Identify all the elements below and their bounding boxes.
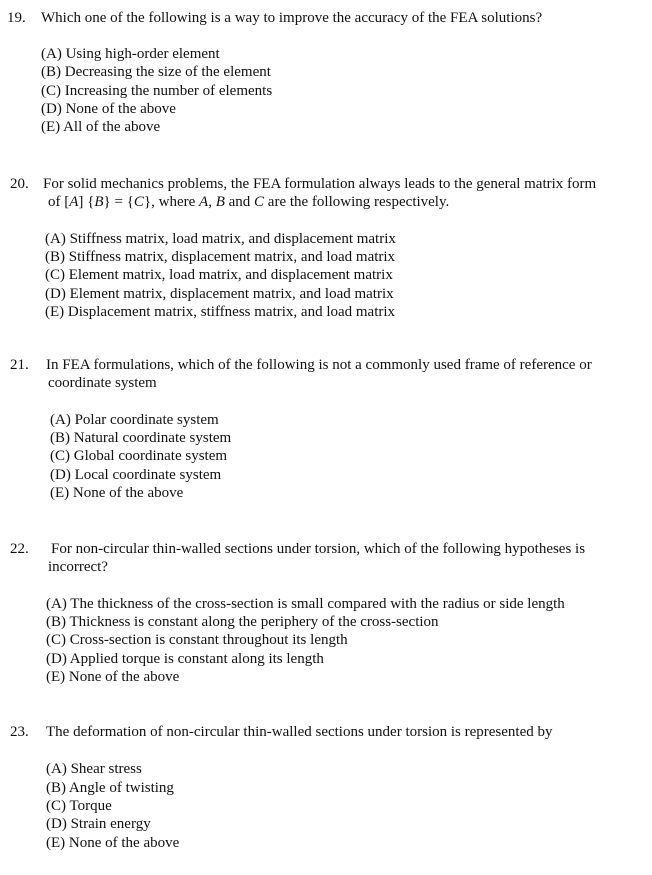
question-number: 21.	[10, 357, 29, 373]
question-text: Which one of the following is a way to improve the accuracy of the FEA solutions?	[41, 10, 543, 26]
question-text: In FEA formulations, which of the following is not a commonly used frame of reference or	[46, 357, 592, 373]
option-d: (D) Local coordinate system	[50, 467, 222, 483]
option-d: (D) Strain energy	[46, 816, 151, 832]
question-text: The deformation of non-circular thin-walled sections under torsion is represented by	[46, 724, 553, 740]
option-d: (D) None of the above	[41, 101, 176, 117]
option-e: (E) All of the above	[41, 119, 161, 135]
option-a: (A) Using high-order element	[41, 46, 220, 62]
question-text: of [A] {B} = {C}, where A, B and C are the following respectively.	[48, 194, 450, 210]
option-a: (A) Shear stress	[46, 761, 142, 777]
question-text: For solid mechanics problems, the FEA formulation always leads to the general matrix form	[43, 176, 597, 192]
option-e: (E) None of the above	[46, 835, 180, 851]
question-number: 19.	[7, 10, 26, 26]
option-e: (E) Displacement matrix, stiffness matrix, and load matrix	[45, 304, 396, 320]
option-a: (A) Polar coordinate system	[50, 412, 219, 428]
option-c: (C) Element matrix, load matrix, and displacement matrix	[45, 267, 393, 283]
option-b: (B) Thickness is constant along the periphery of the cross-section	[46, 614, 439, 630]
question-number: 23.	[10, 724, 29, 740]
option-c: (C) Torque	[46, 798, 112, 814]
question-text: For non-circular thin-walled sections under torsion, which of the following hypotheses is	[51, 541, 586, 557]
question-text: coordinate system	[48, 375, 157, 391]
option-b: (B) Decreasing the size of the element	[41, 64, 271, 80]
option-c: (C) Cross-section is constant throughout its length	[46, 632, 348, 648]
option-b: (B) Natural coordinate system	[50, 430, 232, 446]
option-b: (B) Angle of twisting	[46, 780, 174, 796]
option-e: (E) None of the above	[50, 485, 184, 501]
question-number: 20.	[10, 176, 29, 192]
question-number: 22.	[10, 541, 29, 557]
option-c: (C) Increasing the number of elements	[41, 83, 273, 99]
option-c: (C) Global coordinate system	[50, 448, 228, 464]
option-e: (E) None of the above	[46, 669, 180, 685]
option-a: (A) The thickness of the cross-section is small compared with the radius or side length	[46, 596, 565, 612]
option-b: (B) Stiffness matrix, displacement matrix, and load matrix	[45, 249, 396, 265]
question-text: incorrect?	[48, 559, 108, 575]
option-a: (A) Stiffness matrix, load matrix, and displacement matrix	[45, 231, 396, 247]
option-d: (D) Applied torque is constant along its length	[46, 651, 324, 667]
option-d: (D) Element matrix, displacement matrix, and load matrix	[45, 286, 394, 302]
